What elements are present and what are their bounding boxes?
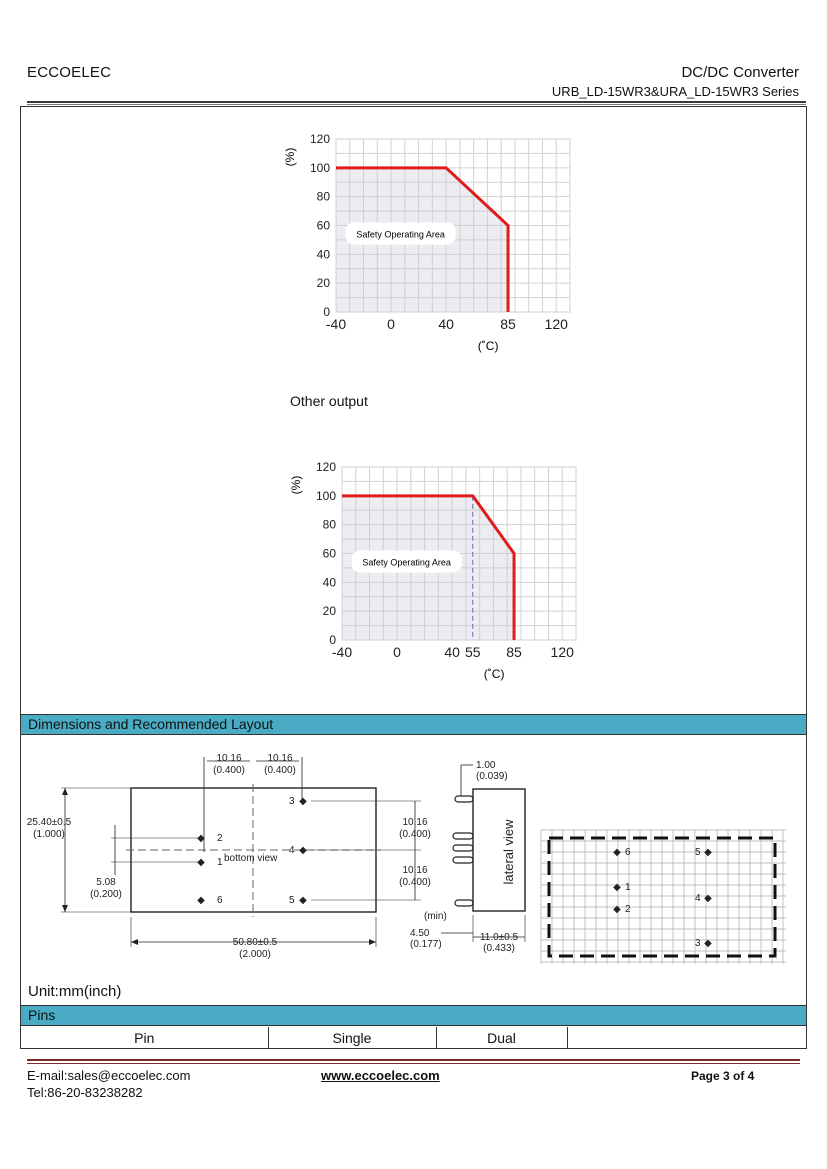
chart-1-xtick: 40 xyxy=(438,316,454,332)
dim-top-b: 10.16 xyxy=(267,753,293,764)
chart-2-xlabel: (˚C) xyxy=(483,667,505,681)
product-title: DC/DC Converter xyxy=(681,64,799,81)
pin-marker-6 xyxy=(197,895,223,906)
dim-pin-length: 4.50 xyxy=(410,928,430,939)
module-body-lateral-view xyxy=(473,789,525,911)
unit-note: Unit:mm(inch) xyxy=(28,983,122,1000)
svg-text:◆: ◆ xyxy=(613,904,621,915)
chart-1-ytick: 120 xyxy=(309,132,330,146)
svg-text:5: 5 xyxy=(695,847,701,858)
header-rule xyxy=(27,101,806,103)
series-title: URB_LD-15WR3&URA_LD-15WR3 Series xyxy=(551,84,799,99)
chart-2-ytick: 60 xyxy=(322,546,336,561)
footer-rule xyxy=(27,1059,800,1061)
dim-pitch-inch: (0.200) xyxy=(90,889,122,900)
derating-chart-1-svg xyxy=(261,129,581,359)
chart-2-ytick: 0 xyxy=(329,633,336,647)
svg-text:5: 5 xyxy=(289,895,295,906)
svg-text:◆: ◆ xyxy=(197,833,205,844)
chart-2-xtick: 0 xyxy=(393,644,401,660)
header-rule-thin xyxy=(27,104,806,105)
content-frame xyxy=(20,106,807,1049)
chart-1-xtick: 120 xyxy=(544,316,568,332)
svg-text:◆: ◆ xyxy=(704,847,712,858)
chart-2-xtick: 85 xyxy=(506,644,522,660)
dim-thickness-inch: (0.433) xyxy=(483,943,515,954)
chart-2-xtick: 40 xyxy=(444,644,460,660)
chart-2-ytick: 120 xyxy=(315,460,336,474)
derating-chart-1 xyxy=(261,129,581,364)
derating-chart-2 xyxy=(267,457,587,692)
pins-header-pin: Pin xyxy=(21,1027,268,1048)
chart-1-ytick: 100 xyxy=(309,160,330,175)
dim-pin-length-inch: (0.177) xyxy=(410,939,442,950)
recommended-layout-grid xyxy=(541,830,786,964)
svg-text:3: 3 xyxy=(695,938,701,949)
dim-min-label: (min) xyxy=(424,911,447,922)
chart-2-ytick: 80 xyxy=(322,517,336,532)
svg-text:2: 2 xyxy=(625,904,631,915)
dim-top-a: 10.16 xyxy=(216,753,242,764)
layout-pin-5 xyxy=(695,847,712,858)
svg-text:◆: ◆ xyxy=(197,857,205,868)
svg-text:1: 1 xyxy=(217,857,223,868)
dim-width: 50.80±0.5 xyxy=(232,937,278,948)
svg-text:6: 6 xyxy=(217,895,223,906)
svg-text:◆: ◆ xyxy=(299,845,307,856)
svg-text:◆: ◆ xyxy=(299,796,307,807)
layout-pin-6 xyxy=(613,847,631,858)
svg-text:◆: ◆ xyxy=(197,895,205,906)
chart-2-xtick: 120 xyxy=(550,644,574,660)
layout-pin-2 xyxy=(613,904,631,915)
layout-pin-3 xyxy=(695,938,712,949)
chart-2-ytick: 40 xyxy=(322,575,336,590)
pins-header-blank xyxy=(567,1027,806,1048)
layout-pin-1 xyxy=(613,882,631,893)
chart-2-ytick: 20 xyxy=(322,604,336,619)
svg-text:2: 2 xyxy=(217,833,223,844)
company-name: ECCOELEC xyxy=(27,64,112,81)
derating-chart-2-svg xyxy=(267,457,587,687)
chart-1-xtick: -40 xyxy=(325,316,347,332)
svg-text:◆: ◆ xyxy=(613,847,621,858)
chart-1-ytick: 40 xyxy=(316,247,330,262)
chart-1-ytick: 20 xyxy=(316,276,330,291)
svg-text:4: 4 xyxy=(289,845,295,856)
pins-table-header-row xyxy=(21,1027,806,1048)
svg-text:6: 6 xyxy=(625,847,631,858)
pin-marker-1 xyxy=(197,857,223,868)
svg-text:◆: ◆ xyxy=(704,893,712,904)
pin-marker-5 xyxy=(289,895,307,906)
chart-1-ytick: 80 xyxy=(316,189,330,204)
dim-top-a-inch: (0.400) xyxy=(213,765,245,776)
chart-1-ylabel: (%) xyxy=(283,147,297,167)
footer-website-link[interactable]: www.eccoelec.com xyxy=(321,1068,440,1083)
svg-text:3: 3 xyxy=(289,796,295,807)
bottom-view-label: bottom view xyxy=(224,853,278,864)
dim-right-a-inch: (0.400) xyxy=(399,829,431,840)
dim-height: 25.40±0.5 xyxy=(26,817,72,828)
dimension-drawing xyxy=(21,737,806,977)
chart-1-ytick: 0 xyxy=(323,305,330,319)
layout-pin-4 xyxy=(695,893,712,904)
page-number: Page 3 of 4 xyxy=(691,1069,755,1083)
svg-text:◆: ◆ xyxy=(299,895,307,906)
svg-text:◆: ◆ xyxy=(613,882,621,893)
chart-2-xtick: -40 xyxy=(331,644,353,660)
chart-1-ytick: 60 xyxy=(316,218,330,233)
chart-1-xtick: 0 xyxy=(387,316,395,332)
dim-right-b-inch: (0.400) xyxy=(399,877,431,888)
dim-height-inch: (1.000) xyxy=(33,829,65,840)
chart-2-annotation: Safety Operating Area xyxy=(362,557,451,568)
dim-pin-diameter-inch: (0.039) xyxy=(476,771,508,782)
pin-marker-3 xyxy=(289,796,307,807)
dim-width-inch: (2.000) xyxy=(239,949,271,960)
svg-text:1: 1 xyxy=(625,882,631,893)
section-dimensions: Dimensions and Recommended Layout xyxy=(21,714,806,735)
chart-2-ylabel: (%) xyxy=(289,475,303,495)
chart-2-ytick: 100 xyxy=(315,488,336,503)
dim-pitch: 5.08 xyxy=(96,877,116,888)
dim-top-b-inch: (0.400) xyxy=(264,765,296,776)
footer-tel: Tel:86-20-83238282 xyxy=(27,1085,143,1100)
chart-1-annotation: Safety Operating Area xyxy=(356,229,445,240)
section-pins: Pins xyxy=(21,1005,806,1026)
svg-text:◆: ◆ xyxy=(704,938,712,949)
other-output-label: Other output xyxy=(290,393,368,409)
pins-header-dual: Dual xyxy=(436,1027,567,1048)
pin-marker-2 xyxy=(197,833,223,844)
footer-email: E-mail:sales@eccoelec.com xyxy=(27,1068,191,1083)
pins-header-single: Single xyxy=(268,1027,436,1048)
pins-table xyxy=(21,1027,806,1048)
chart-1-xtick: 85 xyxy=(500,316,516,332)
chart-2-xtick: 55 xyxy=(464,644,481,660)
footer-rule-thin xyxy=(27,1063,800,1064)
dim-right-b: 10.16 xyxy=(402,865,428,876)
svg-text:4: 4 xyxy=(695,893,701,904)
dim-thickness: 11.0±0.5 xyxy=(479,932,519,943)
lateral-view-label: lateral view xyxy=(501,819,516,885)
dim-right-a: 10.16 xyxy=(402,817,428,828)
chart-1-xlabel: (˚C) xyxy=(477,339,499,353)
dim-pin-diameter: 1.00 xyxy=(476,760,496,771)
